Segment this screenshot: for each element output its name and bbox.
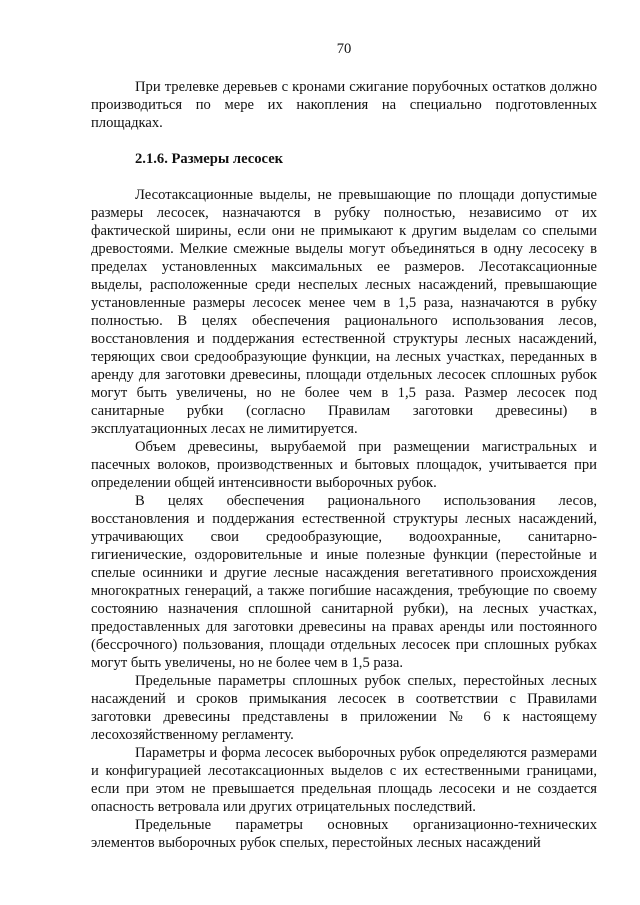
paragraph-skidding-residue: При трелевке деревьев с кронами сжигание порубочных остатков должно производиться по мере их накопления на специально подготовленных площадках. bbox=[91, 79, 597, 131]
paragraph-selective-cut-limits: Предельные параметры основных организационно-технических элементов выборочных рубок спелых, перестойных лесных насаждений bbox=[91, 817, 597, 851]
paragraph-rational-use: В целях обеспечения рационального использования лесов, восстановления и поддержания естественной структуры лесных насаждений, утрачивающих свои средообразующие, водоохранные, санитарно-гигиенические, оздоровительные и иные полезные функции (перестойные и спелые осинники и другие лесные насаждения вегетативного происхождения многократных генераций, а также погибшие насаждения, требующие по своему состоянию назначения сплошной санитарной рубки), на лесных участках, предоставленных для заготовки древесины на правах аренды или постоянного (бессрочного) пользования, площади отдельных лесосек при сплошных рубках могут быть увеличены, но не более чем в 1,5 раза. bbox=[91, 493, 597, 671]
paragraph-timber-volume: Объем древесины, вырубаемой при размещении магистральных и пасечных волоков, производственных и бытовых площадок, учитывается при определении общей интенсивности выборочных рубок. bbox=[91, 439, 597, 491]
paragraph-selective-cut-form: Параметры и форма лесосек выборочных рубок определяются размерами и конфигурацией лесотаксационных выделов с их естественными границами, если при этом не превышается предельная площадь лесосеки и не создается опасность ветровала или других отрицательных последствий. bbox=[91, 745, 597, 815]
paragraph-clear-cut-parameters: Предельные параметры сплошных рубок спелых, перестойных лесных насаждений и сроков примыкания лесосек в соответствии с Правилами заготовки древесины представлены в приложении № 6 к настоящему лесохозяйственному регламенту. bbox=[91, 673, 597, 743]
page-number: 70 bbox=[336, 41, 352, 57]
paragraph-allotment-sizes: Лесотаксационные выделы, не превышающие по площади допустимые размеры лесосек, назначаются в рубку полностью, независимо от их фактической ширины, если они не примыкают к другим выделам со спелыми древостоями. Мелкие смежные выделы могут объединяться в одну лесосеку в пределах установленных максимальных ее размеров. Лесотаксационные выделы, расположенные среди неспелых лесных насаждений, превышающие установленные размеры лесосек менее чем в 1,5 раза, назначаются в рубку полностью. В целях обеспечения рационального использования лесов, восстановления и поддержания естественной структуры лесных насаждений, теряющих свои средообразующие функции, на лесных участках, переданных в аренду для заготовки древесины, площади отдельных лесосек сплошных рубок могут быть увеличены, но не более чем в 1,5 раза. Размер лесосек под санитарные рубки (согласно Правилам заготовки древесины) в эксплуатационных лесах не лимитируется. bbox=[91, 187, 597, 437]
section-heading: 2.1.6. Размеры лесосек bbox=[135, 151, 284, 167]
